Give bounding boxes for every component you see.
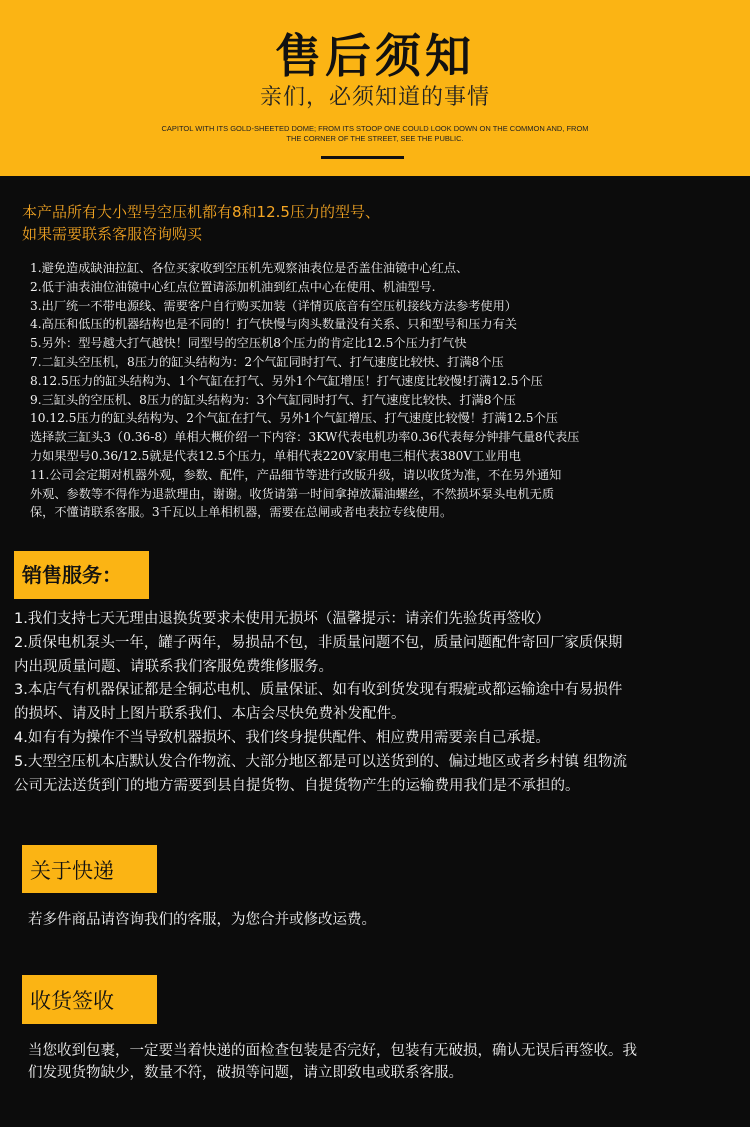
header-banner [0,0,750,176]
intro-notice [22,201,722,245]
note-item: 4.高压和低压的机器结构也是不同的！打气快慢与肉头数量没有关系、只和型号和压力有关 [30,317,517,332]
sales-line: 4.如有有为操作不当导致机器损坏、我们终身提供配件、相应费用需要亲自己承提。 [14,729,550,746]
note-item: 8.12.5压力的缸头结构为、1个气缸在打气、另外1个气缸增压！打气速度比较慢!打满12.5个压 [30,373,543,388]
intro-line: 如果需要联系客服咨询购买 [22,225,203,243]
decorative-caption [120,124,630,144]
sales-line: 3.本店气有机器保证都是全铜芯电机、质量保证、如有收到货发现有瑕疵或都运输途中有易损件 [14,682,623,699]
note-item: 9.三缸头的空压机、8压力的缸头结构为：3个气缸同时打气、打气速度比较快、打满8个压 [30,392,516,407]
note-item: 3.出厂统一不带电源线、需要客户自行购买加装（详情页底音有空压机接线方法参考使用） [30,298,517,313]
note-item: 力如果型号0.36/12.5就是代表12.5个压力，单相代表220V家用电三相代表380V工业用电 [30,448,521,463]
page-subtitle: 亲们，必须知道的事情 [259,85,490,110]
note-item: 1.避免造成缺油拉缸、各位买家收到空压机先观察油表位是否盖住油镜中心红点、 [30,261,469,275]
receipt-heading: 收货签收 [22,975,157,1024]
receipt-line: 当您收到包裹，一定要当着快递的面检查包装是否完好，包装有无破损，确认无误后再签收。我 [28,1043,637,1059]
sales-line: 2.质保电机泵头一年，罐子两年，易损品不包，非质量问题不包，质量问题配件寄回厂家质保期 [14,634,623,651]
note-item: 10.12.5压力的缸头结构为、2个气缸在打气、另外1个气缸增压、打气速度比较慢！打满12.5个压 [30,411,558,426]
note-item: 7.二缸头空压机，8压力的缸头结构为：2个气缸同时打气、打气速度比较快、打满8个压 [30,354,504,369]
note-item: 选择款三缸头3（0.36-8）单相大概价绍一下内容：3KW代表电机功率0.36代表每分钟排气量8代表压 [30,430,580,445]
sales-service-list [14,608,734,798]
note-item: 11.公司会定期对机器外观，参数、配件，产品细节等进行改版升级，请以收货为准，不在另外通知 [30,467,562,482]
sales-line: 公司无法送货到门的地方需要到县自提货物、自提货物产生的运输费用我们是不承担的。 [14,777,580,794]
intro-line: 本产品所有大小型号空压机都有8和12.5压力的型号、 [22,203,380,221]
receipt-line: 们发现货物缺少，数量不符，破损等问题，请立即致电或联系客服。 [28,1065,463,1081]
header-divider [321,156,404,159]
page-title: 售后须知 [275,29,475,83]
sales-line: 内出现质量问题、请联系我们客服免费维修服务。 [14,658,333,675]
sales-line: 1.我们支持七天无理由退换货要求未使用无损坏（温馨提示：请亲们先验货再签收） [14,611,550,627]
notes-list [30,259,730,522]
caption-line: CAPITOL WITH ITS GOLD-SHEETED DOME; FROM ITS STOOP ONE COULD LOOK DOWN ON THE COMMON AND, FROM [161,124,589,133]
note-item: 5.另外：型号越大打气越快！同型号的空压机8个压力的肯定比12.5个压力打气快 [30,336,467,351]
sales-line: 的损坏、请及时上图片联系我们、本店会尽快免费补发配件。 [14,706,406,723]
note-item: 2.低于油表油位油镜中心红点位置请添加机油到红点中心在使用、机油型号. [30,279,436,294]
express-heading: 关于快递 [22,845,157,893]
express-text: 若多件商品请咨询我们的客服，为您合并或修改运费。 [28,912,376,928]
note-item: 保，不懂请联系客服。3千瓦以上单相机器，需要在总闸或者电表拉专线使用。 [30,505,453,520]
sales-service-heading: 销售服务： [14,551,149,599]
caption-line: THE CORNER OF THE STREET, SEE THE PUBLIC. [286,134,464,143]
sales-line: 5.大型空压机本店默认发合作物流、大部分地区都是可以送货到的、偏过地区或者乡村镇 组物流 [14,753,627,770]
receipt-text [28,1040,738,1084]
note-item: 外观、参数等不得作为退款理由，谢谢。收货请第一时间拿掉放漏油螺丝，不然损坏泵头电机无质 [30,486,555,501]
